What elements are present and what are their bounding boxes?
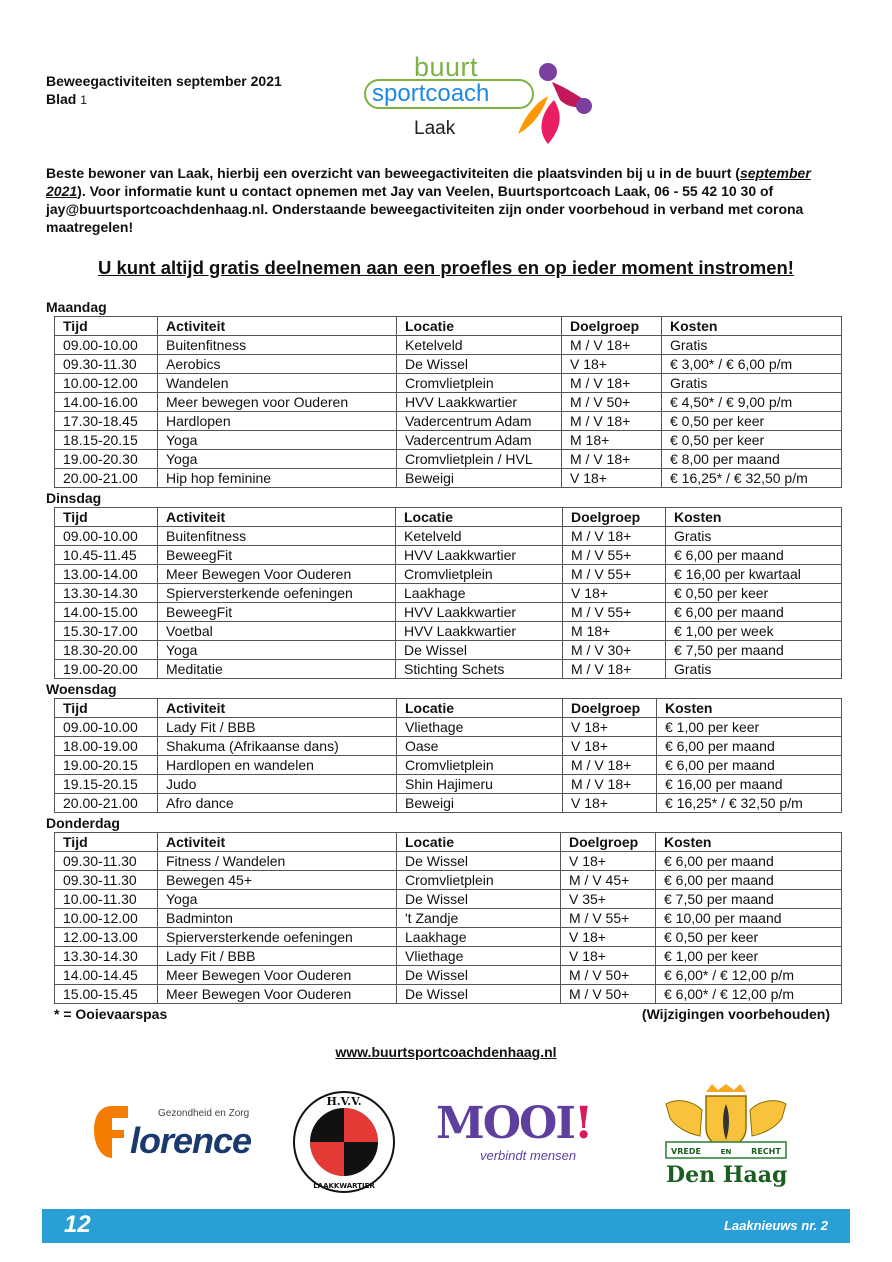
table-cell: V 18+	[562, 469, 662, 488]
table-cell: € 16,25* / € 32,50 p/m	[657, 794, 842, 813]
table-cell: Vadercentrum Adam	[397, 431, 562, 450]
table-cell: HVV Laakkwartier	[396, 546, 563, 565]
table-row	[55, 756, 842, 775]
table-cell: V 18+	[563, 718, 657, 737]
table-cell: 17.30-18.45	[55, 412, 158, 431]
table-cell: De Wissel	[397, 890, 561, 909]
table-row	[55, 890, 842, 909]
table-row	[55, 985, 842, 1004]
table-row	[55, 928, 842, 947]
table-cell: HVV Laakkwartier	[396, 603, 563, 622]
table-cell: Beweigi	[397, 794, 563, 813]
day-section-maandag	[46, 298, 842, 488]
color-splash-icon	[512, 60, 594, 146]
table-row	[55, 737, 842, 756]
table-cell: € 6,00* / € 12,00 p/m	[656, 985, 842, 1004]
intro-month: september 2021	[46, 165, 811, 199]
hvv-bottom-text: LAAKKWARTIER	[313, 1182, 375, 1190]
table-row	[55, 527, 842, 546]
column-header: Locatie	[397, 699, 563, 718]
table-cell: HVV Laakkwartier	[397, 393, 562, 412]
svg-text:RECHT: RECHT	[751, 1147, 781, 1156]
column-header: Tijd	[55, 699, 158, 718]
table-row	[55, 393, 842, 412]
table-cell: De Wissel	[396, 641, 563, 660]
table-cell: M 18+	[563, 622, 666, 641]
table-cell: M / V 50+	[561, 966, 656, 985]
den-haag-logo	[656, 1084, 796, 1194]
table-cell: Gratis	[662, 336, 842, 355]
table-cell: M / V 50+	[562, 393, 662, 412]
table-cell: HVV Laakkwartier	[396, 622, 563, 641]
table-cell: Meer Bewegen Voor Ouderen	[158, 565, 396, 584]
table-cell: M / V 55+	[563, 603, 666, 622]
table-cell: € 1,00 per keer	[657, 718, 842, 737]
table-cell: € 3,00* / € 6,00 p/m	[662, 355, 842, 374]
table-cell: M 18+	[562, 431, 662, 450]
table-cell: Hardlopen en wandelen	[158, 756, 397, 775]
table-cell: 18.30-20.00	[55, 641, 158, 660]
column-header: Locatie	[396, 508, 563, 527]
table-cell: Shin Hajimeru	[397, 775, 563, 794]
table-row	[55, 374, 842, 393]
day-heading: Maandag	[46, 299, 107, 315]
table-row	[55, 450, 842, 469]
table-cell: M / V 50+	[561, 985, 656, 1004]
table-cell: Stichting Schets	[396, 660, 563, 679]
table-cell: € 0,50 per keer	[662, 431, 842, 450]
table-cell: De Wissel	[397, 966, 561, 985]
table-cell: 20.00-21.00	[55, 469, 158, 488]
table-cell: Laakhage	[396, 584, 563, 603]
table-cell: 10.00-12.00	[55, 909, 158, 928]
logo-text-sportcoach: sportcoach	[364, 79, 534, 109]
table-header-row	[55, 317, 842, 336]
table-cell: V 35+	[561, 890, 656, 909]
table-cell: Gratis	[666, 527, 842, 546]
table-cell: Buitenfitness	[158, 527, 396, 546]
page-footer-bar	[42, 1209, 850, 1243]
schedule-table	[54, 316, 842, 488]
table-cell: M / V 18+	[563, 775, 657, 794]
hvv-laakkwartier-logo	[292, 1090, 396, 1194]
column-header: Locatie	[397, 833, 561, 852]
table-cell: Spierversterkende oefeningen	[158, 928, 397, 947]
disclaimer: (Wijzigingen voorbehouden)	[641, 1006, 830, 1022]
column-header: Doelgroep	[562, 317, 662, 336]
table-cell: M / V 18+	[563, 660, 666, 679]
table-cell: 12.00-13.00	[55, 928, 158, 947]
table-cell: BeweegFit	[158, 603, 396, 622]
table-cell: V 18+	[562, 355, 662, 374]
table-cell: Shakuma (Afrikaanse dans)	[158, 737, 397, 756]
table-cell: 20.00-21.00	[55, 794, 158, 813]
table-cell: Spierversterkende oefeningen	[158, 584, 396, 603]
table-row	[55, 871, 842, 890]
column-header: Tijd	[55, 833, 158, 852]
table-cell: Meer bewegen voor Ouderen	[158, 393, 397, 412]
table-cell: M / V 55+	[563, 565, 666, 584]
table-cell: Vliethage	[397, 718, 563, 737]
table-cell: Cromvlietplein	[397, 374, 562, 393]
column-header: Activiteit	[158, 317, 397, 336]
table-cell: € 6,00 per maand	[656, 852, 842, 871]
table-cell: 10.00-12.00	[55, 374, 158, 393]
table-row	[55, 775, 842, 794]
table-cell: 15.00-15.45	[55, 985, 158, 1004]
column-header: Doelgroep	[563, 699, 657, 718]
table-cell: V 18+	[561, 928, 656, 947]
table-cell: Bewegen 45+	[158, 871, 397, 890]
table-cell: € 6,00 per maand	[666, 603, 842, 622]
table-cell: M / V 18+	[563, 756, 657, 775]
day-heading: Donderdag	[46, 815, 120, 831]
slogan: U kunt altijd gratis deelnemen aan een proefles en op ieder moment instromen!	[98, 257, 794, 278]
table-cell: € 7,50 per maand	[656, 890, 842, 909]
table-row	[55, 584, 842, 603]
table-cell: € 0,50 per keer	[656, 928, 842, 947]
table-cell: Lady Fit / BBB	[158, 947, 397, 966]
table-cell: Laakhage	[397, 928, 561, 947]
table-cell: Vliethage	[397, 947, 561, 966]
table-row	[55, 336, 842, 355]
table-row	[55, 603, 842, 622]
table-cell: Yoga	[158, 450, 397, 469]
table-cell: V 18+	[561, 947, 656, 966]
magazine-issue: Laaknieuws nr. 2	[723, 1218, 828, 1233]
table-cell: Gratis	[666, 660, 842, 679]
table-cell: € 0,50 per keer	[666, 584, 842, 603]
table-row	[55, 546, 842, 565]
table-cell: M / V 18+	[563, 527, 666, 546]
table-cell: 09.30-11.30	[55, 852, 158, 871]
table-cell: € 16,00 per kwartaal	[666, 565, 842, 584]
column-header: Doelgroep	[561, 833, 656, 852]
florence-logo: Gezondheid en Zorg lorence	[92, 1100, 252, 1170]
den-haag-crest-icon	[656, 1084, 796, 1162]
table-header-row	[55, 699, 842, 718]
mooi-logo: MOOI! verbindt mensen	[436, 1098, 592, 1163]
table-cell: V 18+	[563, 584, 666, 603]
intro-paragraph: Beste bewoner van Laak, hierbij een overzicht van beweegactiviteiten die plaatsvinden bij u in de buurt (september 2021). Voor informatie kunt u contact opnemen met Jay van Veelen, Buurtsportcoach Laak, 06 - 55 42 10 30 of jay@buurtsportcoachdenhaag.nl. Onderstaande beweegactiviteiten zijn onder voorbehoud in verband met corona maatregelen!	[46, 165, 811, 235]
hvv-top-text: H.V.V.	[326, 1095, 362, 1108]
day-section-dinsdag	[46, 489, 842, 679]
schedule-table	[54, 832, 842, 1004]
table-cell: 10.00-11.30	[55, 890, 158, 909]
sheet-label: Blad 1	[46, 91, 87, 107]
table-cell: 14.00-15.00	[55, 603, 158, 622]
table-cell: Afro dance	[158, 794, 397, 813]
column-header: Tijd	[55, 317, 158, 336]
table-cell: € 0,50 per keer	[662, 412, 842, 431]
table-header-row	[55, 833, 842, 852]
table-cell: € 16,25* / € 32,50 p/m	[662, 469, 842, 488]
table-row	[55, 909, 842, 928]
table-cell: 09.30-11.30	[55, 355, 158, 374]
column-header: Tijd	[55, 508, 158, 527]
table-cell: M / V 18+	[562, 450, 662, 469]
table-cell: V 18+	[561, 852, 656, 871]
table-cell: 09.00-10.00	[55, 718, 158, 737]
table-cell: De Wissel	[397, 355, 562, 374]
table-cell: Yoga	[158, 890, 397, 909]
document-title: Beweegactiviteiten september 2021	[46, 73, 282, 89]
table-cell: V 18+	[563, 737, 657, 756]
column-header: Activiteit	[158, 699, 397, 718]
table-cell: Lady Fit / BBB	[158, 718, 397, 737]
schedule-table	[54, 507, 842, 679]
table-cell: 14.00-14.45	[55, 966, 158, 985]
logo-text-buurt: buurt	[414, 52, 479, 82]
table-cell: M / V 18+	[562, 336, 662, 355]
table-cell: 13.30-14.30	[55, 947, 158, 966]
table-cell: Hardlopen	[158, 412, 397, 431]
florence-f-icon	[92, 1104, 132, 1160]
table-cell: € 6,00 per maand	[657, 737, 842, 756]
table-cell: Wandelen	[158, 374, 397, 393]
table-row	[55, 718, 842, 737]
table-cell: 09.30-11.30	[55, 871, 158, 890]
table-row	[55, 565, 842, 584]
footnote: * = Ooievaarspas	[54, 1006, 168, 1022]
table-row	[55, 947, 842, 966]
table-cell: 19.00-20.30	[55, 450, 158, 469]
table-cell: 19.00-20.15	[55, 756, 158, 775]
table-row	[55, 660, 842, 679]
table-cell: € 16,00 per maand	[657, 775, 842, 794]
table-cell: Meer Bewegen Voor Ouderen	[158, 985, 397, 1004]
table-cell: M / V 18+	[562, 412, 662, 431]
document-header	[46, 72, 282, 109]
table-cell: De Wissel	[397, 852, 561, 871]
table-cell: € 7,50 per maand	[666, 641, 842, 660]
table-cell: 19.00-20.00	[55, 660, 158, 679]
table-cell: Beweigi	[397, 469, 562, 488]
day-heading: Dinsdag	[46, 490, 102, 506]
table-cell: 10.45-11.45	[55, 546, 158, 565]
page-number: 12	[64, 1211, 91, 1238]
table-cell: Badminton	[158, 909, 397, 928]
table-cell: Yoga	[158, 431, 397, 450]
column-header: Activiteit	[158, 508, 396, 527]
svg-text:VREDE: VREDE	[671, 1147, 701, 1156]
table-header-row	[55, 508, 842, 527]
table-row	[55, 966, 842, 985]
den-haag-name: Den Haag	[666, 1162, 788, 1188]
day-section-woensdag	[46, 680, 842, 813]
table-cell: Judo	[158, 775, 397, 794]
table-cell: M / V 18+	[562, 374, 662, 393]
column-header: Kosten	[662, 317, 842, 336]
buurtsportcoach-logo	[362, 52, 594, 146]
table-cell: Voetbal	[158, 622, 396, 641]
table-cell: Yoga	[158, 641, 396, 660]
table-cell: € 1,00 per keer	[656, 947, 842, 966]
table-row	[55, 355, 842, 374]
column-header: Kosten	[657, 699, 842, 718]
table-cell: 13.30-14.30	[55, 584, 158, 603]
table-cell: 09.00-10.00	[55, 336, 158, 355]
column-header: Kosten	[666, 508, 842, 527]
table-cell: Ketelveld	[396, 527, 563, 546]
table-cell: € 6,00 per maand	[666, 546, 842, 565]
table-cell: Fitness / Wandelen	[158, 852, 397, 871]
table-cell: M / V 45+	[561, 871, 656, 890]
table-cell: € 4,50* / € 9,00 p/m	[662, 393, 842, 412]
website-link[interactable]: www.buurtsportcoachdenhaag.nl	[335, 1044, 557, 1060]
table-cell: € 6,00 per maand	[656, 871, 842, 890]
table-cell: € 10,00 per maand	[656, 909, 842, 928]
table-cell: Cromvlietplein	[396, 565, 563, 584]
table-cell: De Wissel	[397, 985, 561, 1004]
table-row	[55, 641, 842, 660]
day-heading: Woensdag	[46, 681, 117, 697]
table-cell: Oase	[397, 737, 563, 756]
svg-text:EN: EN	[720, 1148, 732, 1156]
table-cell: Meditatie	[158, 660, 396, 679]
table-cell: 13.00-14.00	[55, 565, 158, 584]
table-cell: 18.15-20.15	[55, 431, 158, 450]
column-header: Kosten	[656, 833, 842, 852]
table-row	[55, 412, 842, 431]
table-cell: Hip hop feminine	[158, 469, 397, 488]
table-cell: € 1,00 per week	[666, 622, 842, 641]
table-cell: 14.00-16.00	[55, 393, 158, 412]
table-cell: 15.30-17.00	[55, 622, 158, 641]
table-cell: Cromvlietplein	[397, 871, 561, 890]
table-row	[55, 469, 842, 488]
table-cell: Cromvlietplein	[397, 756, 563, 775]
table-cell: Vadercentrum Adam	[397, 412, 562, 431]
logo-text-laak: Laak	[414, 118, 456, 139]
table-cell: M / V 55+	[561, 909, 656, 928]
table-row	[55, 852, 842, 871]
table-cell: Meer Bewegen Voor Ouderen	[158, 966, 397, 985]
column-header: Doelgroep	[563, 508, 666, 527]
table-cell: 't Zandje	[397, 909, 561, 928]
table-cell: € 6,00 per maand	[657, 756, 842, 775]
table-cell: € 8,00 per maand	[662, 450, 842, 469]
table-cell: BeweegFit	[158, 546, 396, 565]
table-row	[55, 622, 842, 641]
table-cell: 09.00-10.00	[55, 527, 158, 546]
table-cell: 18.00-19.00	[55, 737, 158, 756]
table-cell: M / V 30+	[563, 641, 666, 660]
table-row	[55, 794, 842, 813]
column-header: Locatie	[397, 317, 562, 336]
table-cell: Buitenfitness	[158, 336, 397, 355]
table-cell: 19.15-20.15	[55, 775, 158, 794]
table-cell: Cromvlietplein / HVL	[397, 450, 562, 469]
table-cell: V 18+	[563, 794, 657, 813]
schedule-table	[54, 698, 842, 813]
table-cell: Gratis	[662, 374, 842, 393]
table-cell: € 6,00* / € 12,00 p/m	[656, 966, 842, 985]
table-cell: Aerobics	[158, 355, 397, 374]
table-cell: Ketelveld	[397, 336, 562, 355]
column-header: Activiteit	[158, 833, 397, 852]
table-row	[55, 431, 842, 450]
table-cell: M / V 55+	[563, 546, 666, 565]
day-section-donderdag	[46, 814, 842, 1004]
